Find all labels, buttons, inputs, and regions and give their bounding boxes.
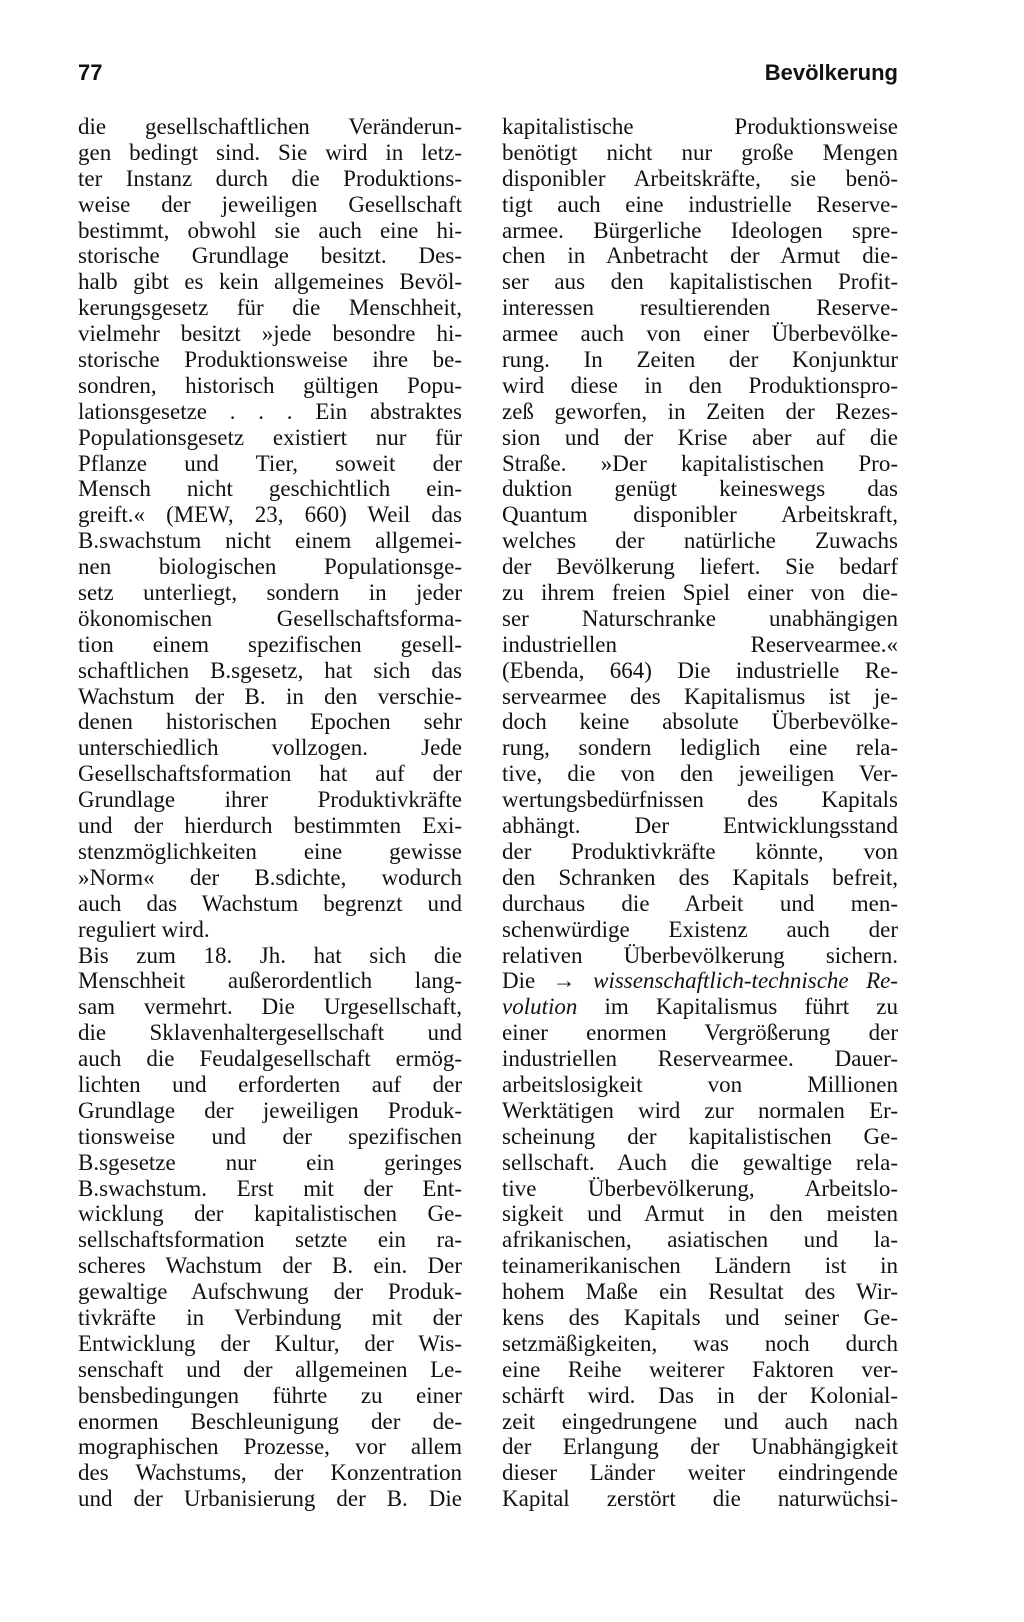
text-segment: Grundlage der jeweiligen Produk-	[78, 1097, 462, 1123]
text-line	[502, 1253, 898, 1279]
text-line	[78, 994, 462, 1020]
text-segment: mographischen Prozesse, vor allem	[78, 1434, 462, 1460]
text-segment: bestimmt, obwohl sie auch eine hi-	[78, 217, 462, 243]
text-line	[502, 606, 898, 632]
text-line	[502, 968, 898, 994]
text-segment: storische Grundlage besitzt. Des-	[78, 243, 462, 269]
text-line	[78, 606, 462, 632]
text-segment: sion und der Krise aber auf die	[502, 424, 898, 450]
text-segment: sellschaft. Auch die gewaltige rela-	[502, 1149, 898, 1175]
text-segment: armee. Bürgerliche Ideologen spre-	[502, 217, 898, 243]
text-segment: Bis zum 18. Jh. hat sich die	[78, 942, 462, 968]
text-segment: Pflanze und Tier, soweit der	[78, 450, 462, 476]
text-segment: welches der natürliche Zuwachs	[502, 528, 898, 554]
text-line	[502, 865, 898, 891]
text-segment: schenwürdige Existenz auch der	[502, 916, 898, 942]
left-text-column	[78, 114, 462, 1512]
text-segment: unterschiedlich vollzogen. Jede	[78, 735, 462, 761]
text-segment: die gesellschaftlichen Veränderun-	[78, 114, 462, 139]
text-line	[78, 425, 462, 451]
running-head: Bevölkerung	[764, 60, 898, 85]
text-segment: schärft wird. Das in der Kolonial-	[502, 1382, 898, 1408]
text-segment: dieser Länder weiter eindringende	[502, 1460, 898, 1486]
text-line	[502, 1279, 898, 1305]
text-segment: im Kapitalismus führt zu	[577, 994, 898, 1020]
text-segment: industriellen Reservearmee.«	[502, 631, 898, 657]
cross-reference: → wissenschaftlich-technische Re-	[552, 968, 898, 994]
text-segment: rung, sondern lediglich eine rela-	[502, 735, 898, 761]
text-segment: tion einem spezifischen gesell-	[78, 631, 462, 657]
text-line	[502, 1383, 898, 1409]
text-segment: eine Reihe weiterer Faktoren ver-	[502, 1356, 898, 1382]
text-line	[78, 1098, 462, 1124]
text-line	[502, 451, 898, 477]
text-segment: tivkräfte in Verbindung mit der	[78, 1304, 462, 1330]
text-segment: tigt auch eine industrielle Reserve-	[502, 191, 898, 217]
text-segment: setz unterliegt, sondern in jeder	[78, 580, 462, 606]
text-line	[78, 1072, 462, 1098]
text-segment: zeß geworfen, in Zeiten der Rezes-	[502, 398, 898, 424]
text-line	[78, 373, 462, 399]
text-segment: doch keine absolute Überbevölke-	[502, 709, 898, 735]
right-text-column	[502, 114, 898, 1512]
text-segment: Werktätigen wird zur normalen Er-	[502, 1097, 898, 1123]
text-segment: B.swachstum nicht einem allgemei-	[78, 528, 462, 554]
text-line	[78, 1150, 462, 1176]
text-line	[502, 218, 898, 244]
text-line	[502, 994, 898, 1020]
text-line	[78, 554, 462, 580]
text-segment: einer enormen Vergrößerung der	[502, 1020, 898, 1046]
text-line	[78, 1357, 462, 1383]
text-line	[78, 1020, 462, 1046]
text-line	[78, 321, 462, 347]
text-line	[78, 813, 462, 839]
text-segment: (Ebenda, 664) Die industrielle Re-	[502, 657, 898, 683]
text-line	[78, 528, 462, 554]
text-segment: rung. In Zeiten der Konjunktur	[502, 347, 898, 373]
text-segment: auch die Feudalgesellschaft ermög-	[78, 1046, 462, 1072]
text-line	[78, 295, 462, 321]
text-segment: sondren, historisch gültigen Popu-	[78, 372, 462, 398]
text-line	[78, 1460, 462, 1486]
text-segment: interessen resultierenden Reserve-	[502, 295, 898, 321]
text-line	[502, 114, 898, 140]
text-segment: wird diese in den Produktionspro-	[502, 372, 898, 398]
text-line	[502, 476, 898, 502]
text-line	[78, 943, 462, 969]
text-line	[502, 1486, 898, 1512]
text-segment: servearmee des Kapitalismus ist je-	[502, 683, 898, 709]
text-line	[502, 554, 898, 580]
text-line	[78, 243, 462, 269]
text-segment: Populationsgesetz existiert nur für	[78, 424, 462, 450]
text-line	[502, 192, 898, 218]
text-line	[502, 1409, 898, 1435]
text-segment: Kapital zerstört die naturwüchsi-	[502, 1486, 898, 1512]
text-line	[78, 1434, 462, 1460]
text-segment: und der hierdurch bestimmten Exi-	[78, 813, 462, 839]
text-line	[78, 218, 462, 244]
text-line	[502, 269, 898, 295]
text-segment: Entwicklung der Kultur, der Wis-	[78, 1330, 462, 1356]
text-line	[502, 580, 898, 606]
text-line	[502, 166, 898, 192]
text-line	[502, 1046, 898, 1072]
text-segment: nen biologischen Populationsge-	[78, 554, 462, 580]
text-segment: denen historischen Epochen sehr	[78, 709, 462, 735]
text-line	[78, 632, 462, 658]
text-line	[502, 684, 898, 710]
text-line	[78, 684, 462, 710]
text-segment: schaftlichen B.sgesetz, hat sich das	[78, 657, 462, 683]
text-line	[78, 917, 462, 943]
text-line	[502, 1020, 898, 1046]
text-line	[78, 476, 462, 502]
text-segment: duktion genügt keineswegs das	[502, 476, 898, 502]
text-line	[78, 502, 462, 528]
text-segment: wicklung der kapitalistischen Ge-	[78, 1201, 462, 1227]
text-segment: scheinung der kapitalistischen Ge-	[502, 1123, 898, 1149]
text-segment: sellschaftsformation setzte ein ra-	[78, 1227, 462, 1253]
text-line	[502, 813, 898, 839]
text-line	[502, 891, 898, 917]
text-segment: senschaft und der allgemeinen Le-	[78, 1356, 462, 1382]
text-line	[502, 399, 898, 425]
text-line	[502, 528, 898, 554]
text-segment: reguliert wird.	[78, 916, 210, 942]
text-line	[78, 399, 462, 425]
text-segment: Mensch nicht geschichtlich ein-	[78, 476, 462, 502]
text-line	[78, 1486, 462, 1512]
text-segment: Wachstum der B. in den verschie-	[78, 683, 462, 709]
text-line	[78, 709, 462, 735]
text-line	[78, 1124, 462, 1150]
text-line	[502, 295, 898, 321]
text-segment: hohem Maße ein Resultat des Wir-	[502, 1279, 898, 1305]
text-segment: lichten und erforderten auf der	[78, 1071, 462, 1097]
text-segment: ser aus den kapitalistischen Profit-	[502, 269, 898, 295]
page-number: 77	[78, 60, 103, 85]
text-line	[502, 1150, 898, 1176]
text-line	[502, 425, 898, 451]
text-segment: vielmehr besitzt »jede besondre hi-	[78, 321, 462, 347]
text-segment: afrikanischen, asiatischen und la-	[502, 1227, 898, 1253]
text-line	[78, 735, 462, 761]
text-line	[78, 580, 462, 606]
text-segment: teinamerikanischen Ländern ist in	[502, 1253, 898, 1279]
text-line	[502, 917, 898, 943]
text-segment: Grundlage ihrer Produktivkräfte	[78, 787, 462, 813]
text-segment: gen bedingt sind. Sie wird in letz-	[78, 139, 462, 165]
text-line	[502, 373, 898, 399]
text-line	[502, 1331, 898, 1357]
text-line	[78, 968, 462, 994]
text-line	[78, 1279, 462, 1305]
text-line	[502, 632, 898, 658]
text-line	[502, 1434, 898, 1460]
text-segment: weise der jeweiligen Gesellschaft	[78, 191, 462, 217]
text-segment: storische Produktionsweise ihre be-	[78, 347, 462, 373]
text-segment: auch das Wachstum begrenzt und	[78, 890, 462, 916]
text-line	[502, 709, 898, 735]
text-line	[78, 891, 462, 917]
text-line	[78, 761, 462, 787]
text-segment: kapitalistische Produktionsweise	[502, 114, 898, 139]
text-line	[502, 761, 898, 787]
text-line	[78, 192, 462, 218]
text-segment: ter Instanz durch die Produktions-	[78, 165, 462, 191]
text-segment: arbeitslosigkeit von Millionen	[502, 1071, 898, 1097]
text-line	[78, 865, 462, 891]
text-segment: des Wachstums, der Konzentration	[78, 1460, 462, 1486]
text-line	[78, 1331, 462, 1357]
text-segment: zeit eingedrungene und auch nach	[502, 1408, 898, 1434]
text-line	[502, 243, 898, 269]
text-line	[502, 943, 898, 969]
text-line	[502, 735, 898, 761]
text-segment: chen in Anbetracht der Armut die-	[502, 243, 898, 269]
text-segment: bensbedingungen führte zu einer	[78, 1382, 462, 1408]
text-line	[502, 140, 898, 166]
text-line	[78, 114, 462, 140]
text-segment: B.sgesetze nur ein geringes	[78, 1149, 462, 1175]
text-segment: ser Naturschranke unabhängigen	[502, 605, 898, 631]
text-segment: kens des Kapitals und seiner Ge-	[502, 1304, 898, 1330]
text-segment: Menschheit außerordentlich lang-	[78, 968, 462, 994]
text-segment: kerungsgesetz für die Menschheit,	[78, 295, 462, 321]
text-segment: Die	[502, 968, 536, 994]
text-line	[502, 1357, 898, 1383]
text-line	[502, 1305, 898, 1331]
text-line	[502, 839, 898, 865]
text-segment: wertungsbedürfnissen des Kapitals	[502, 787, 898, 813]
text-line	[78, 451, 462, 477]
text-line	[78, 1409, 462, 1435]
text-segment: stenzmöglichkeiten eine gewisse	[78, 838, 462, 864]
text-line	[502, 787, 898, 813]
text-segment: und der Urbanisierung der B. Die	[78, 1486, 462, 1512]
text-segment: armee auch von einer Überbevölke-	[502, 321, 898, 347]
text-line	[502, 1124, 898, 1150]
text-line	[502, 1227, 898, 1253]
cross-reference: volution	[502, 994, 578, 1020]
text-line	[502, 1176, 898, 1202]
text-segment: relativen Überbevölkerung sichern.	[502, 942, 898, 968]
text-segment: Gesellschaftsformation hat auf der	[78, 761, 462, 787]
text-line	[78, 269, 462, 295]
text-line	[78, 166, 462, 192]
text-segment: tive, die von den jeweiligen Ver-	[502, 761, 898, 787]
text-segment: der Erlangung der Unabhängigkeit	[502, 1434, 898, 1460]
text-line	[78, 1227, 462, 1253]
text-line	[78, 347, 462, 373]
text-segment: scheres Wachstum der B. ein. Der	[78, 1253, 462, 1279]
text-segment: halb gibt es kein allgemeines Bevöl-	[78, 269, 462, 295]
text-line	[502, 1098, 898, 1124]
text-segment: enormen Beschleunigung der de-	[78, 1408, 462, 1434]
text-segment: durchaus die Arbeit und men-	[502, 890, 898, 916]
text-segment: tionsweise und der spezifischen	[78, 1123, 462, 1149]
text-segment: tive Überbevölkerung, Arbeitslo-	[502, 1175, 898, 1201]
text-segment: sigkeit und Armut in den meisten	[502, 1201, 898, 1227]
text-line	[502, 1201, 898, 1227]
text-segment: abhängt. Der Entwicklungsstand	[502, 813, 898, 839]
text-line	[78, 1046, 462, 1072]
text-line	[78, 1176, 462, 1202]
text-line	[78, 658, 462, 684]
text-segment: greift.« (MEW, 23, 660) Weil das	[78, 502, 462, 528]
text-segment: disponibler Arbeitskräfte, sie benö-	[502, 165, 898, 191]
text-segment: Straße. »Der kapitalistischen Pro-	[502, 450, 898, 476]
text-segment: benötigt nicht nur große Mengen	[502, 139, 898, 165]
text-segment: »Norm« der B.sdichte, wodurch	[78, 864, 462, 890]
text-segment: der Produktivkräfte könnte, von	[502, 838, 898, 864]
text-line	[78, 140, 462, 166]
text-segment: gewaltige Aufschwung der Produk-	[78, 1279, 462, 1305]
text-line	[502, 1460, 898, 1486]
text-line	[502, 1072, 898, 1098]
text-segment: ökonomischen Gesellschaftsforma-	[78, 605, 462, 631]
text-segment: der Bevölkerung liefert. Sie bedarf	[502, 554, 898, 580]
page-header	[78, 60, 898, 100]
text-segment: Quantum disponibler Arbeitskraft,	[502, 502, 898, 528]
text-segment: die Sklavenhaltergesellschaft und	[78, 1020, 462, 1046]
text-segment: sam vermehrt. Die Urgesellschaft,	[78, 994, 462, 1020]
text-line	[78, 1253, 462, 1279]
text-segment: B.swachstum. Erst mit der Ent-	[78, 1175, 462, 1201]
text-line	[502, 347, 898, 373]
text-line	[78, 787, 462, 813]
text-segment: industriellen Reservearmee. Dauer-	[502, 1046, 898, 1072]
text-segment: setzmäßigkeiten, was noch durch	[502, 1330, 898, 1356]
text-line	[78, 839, 462, 865]
text-line	[502, 658, 898, 684]
text-line	[78, 1305, 462, 1331]
text-line	[502, 502, 898, 528]
text-line	[78, 1201, 462, 1227]
text-line	[78, 1383, 462, 1409]
text-segment: zu ihrem freien Spiel einer von die-	[502, 580, 898, 606]
text-line	[502, 321, 898, 347]
text-segment: den Schranken des Kapitals befreit,	[502, 864, 898, 890]
text-segment: lationsgesetze . . . Ein abstraktes	[78, 398, 462, 424]
